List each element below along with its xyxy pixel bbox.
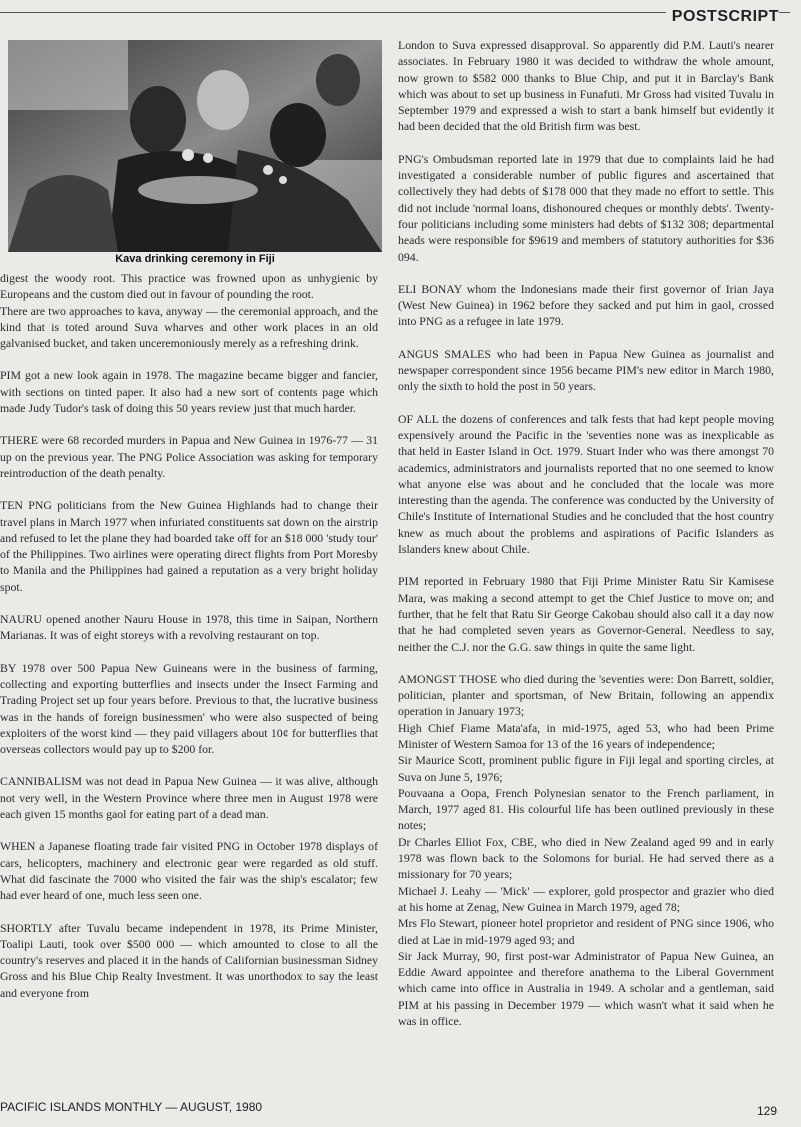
article-paragraph: There are two approaches to kava, anyway — the ceremonial approach, and the kind that is toted around Suva wharves and other work places in an old galvanised bucket, and taken unceremoniously merely as a refreshing drink. [0, 303, 378, 351]
publication-footer: PACIFIC ISLANDS MONTHLY — AUGUST, 1980 [0, 1100, 263, 1114]
article-paragraph: CANNIBALISM was not dead in Papua New Guinea — it was alive, although not very well, in the Western Province where three men in August 1978 were each given 15 months gaol for eating part of a dead man. [0, 774, 378, 822]
obituary-entry: AMONGST THOSE who died during the 'seventies were: Don Barrett, soldier, politician, planter and sportsman, of New Britain, following an appendix operation in January 1973; [398, 671, 774, 719]
article-paragraph: digest the woody root. This practice was frowned upon as unhygienic by Europeans and the custom died out in favour of pounding the root. [0, 271, 378, 302]
obituary-list [398, 671, 774, 1030]
photo-illustration [8, 40, 382, 252]
article-paragraph: ELI BONAY whom the Indonesians made their first governor of Irian Jaya (West New Guinea) in 1962 before they sacked and put him in gaol, crossed into PNG as a refugee in late 1979. [398, 281, 774, 329]
article-paragraph: TEN PNG politicians from the New Guinea Highlands had to change their travel plans in March 1977 when infuriated constituents sat down on the airstrip and refused to let the plane they had boarded take off for an $18 000 'study tour' of the Philippines. Two airlines were operating direct flights from Port Moresby to Manila and the Philippines had gained a reputation as a very bright holiday spot. [0, 498, 378, 594]
article-paragraph: PNG's Ombudsman reported late in 1979 that due to complaints laid he had investigated a considerable number of public figures and ascertained that collectively they had debts of $178 000 that they made no effort to settle. This did not include 'normal loans, dishonoured cheques or monthly debts'. Twenty-four politicians including some ministers had debts of $132 308; departmental heads were responsible for $9619 and members of statutory authorities for $36 094. [398, 151, 774, 264]
article-paragraph: PIM reported in February 1980 that Fiji Prime Minister Ratu Sir Kamisese Mara, was making a second attempt to get the Chief Justice to move on; and further, that he felt that Ratu Sir George Cakobau should also call it a day now that he had completed seven years as Governor-General. Needless to say, neither the C.J. nor the G.G. saw things in quite the same light. [398, 574, 774, 654]
article-paragraph: London to Suva expressed disapproval. So apparently did P.M. Lauti's nearer associates. In February 1980 it was decided to withdraw the whole amount, now grown to $582 000 thanks to Blue Chip, and put it in Barclay's Bank which was about to set up business in Funafuti. Mr Gross had visited Tuvalu in September 1979 and expressed a wish to start a bank himself but evidently it had been decided that the old British firm was best. [398, 38, 774, 134]
article-paragraph: THERE were 68 recorded murders in Papua and New Guinea in 1976-77 — 31 up on the previous year. The PNG Police Association was asking for temporary reintroduction of the death penalty. [0, 433, 378, 480]
obituary-entry: High Chief Fiame Mata'afa, in mid-1975, aged 53, who had been Prime Minister of Western Samoa for 13 of the 16 years of independence; [398, 720, 774, 751]
article-paragraph: NAURU opened another Nauru House in 1978, this time in Saipan, Northern Marianas. It was of eight storeys with a revolving restaurant on top. [0, 612, 378, 643]
obituary-entry: Mrs Flo Stewart, pioneer hotel proprietor and resident of PNG since 1906, who died at Lae in mid-1979 aged 93; and [398, 916, 774, 947]
article-paragraph: SHORTLY after Tuvalu became independent in 1978, its Prime Minister, Toalipi Lauti, took over $500 000 — which amounted to close to all the country's reserves and placed it in the hands of Californian businessman Sidney Gross and his Blue Chip Realty Investment. It was unorthodox to say the least and everyone from [0, 920, 378, 1000]
obituary-entry: Michael J. Leahy — 'Mick' — explorer, gold prospector and grazier who died at his home at Zenag, New Guinea in March 1979, aged 78; [398, 883, 774, 914]
page-number: 129 [756, 1104, 777, 1118]
left-column [0, 270, 378, 1017]
right-column [398, 37, 774, 1029]
article-paragraph: ANGUS SMALES who had been in Papua New Guinea as journalist and newspaper correspondent since 1956 became PIM's new editor in March 1980, only the sixth to hold the post in 50 years. [398, 346, 774, 394]
kava-ceremony-photo [8, 40, 382, 252]
obituary-entry: Sir Maurice Scott, prominent public figure in Fiji legal and sporting circles, at Suva on June 5, 1976; [398, 753, 774, 784]
article-paragraph: OF ALL the dozens of conferences and talk fests that had kept people moving expensively around the Pacific in the 'seventies none was as inexplicable as that held in Easter Island in Oct. 1979. Stuart Inder who was there amongst 70 academics, administrators and journalists reported that no one seemed to know what anyone else was about and he concluded that the locale was more interesting than the agenda. The conference was conducted by the University of Chile's Institute of International Studies and he concluded that the host country knew as much about the problems and aspirations of Pacific Islanders as Islanders knew about Chile. [398, 411, 774, 557]
obituary-entry: Sir Jack Murray, 90, first post-war Administrator of Papua New Guinea, an Eddie Award appointee and therefore anathema to the Liberal Government which came into office in Australia in 1949. A scholar and a gentleman, said PIM at his passing in December 1979 — which wasn't what it said when he was in office. [398, 948, 774, 1029]
article-paragraph: PIM got a new look again in 1978. The magazine became bigger and fancier, with sections on tinted paper. It also had a new sort of contents page which made Judy Tudor's task of doing this 50 years review just that much harder. [0, 368, 378, 416]
article-paragraph: WHEN a Japanese floating trade fair visited PNG in October 1978 displays of cars, helicopters, machinery and electronic gear were regarded as old stuff. What did fascinate the 7000 who visited the fair was the ship's escalator; few had ever heard of one, much less seen one. [0, 839, 378, 903]
photo-caption: Kava drinking ceremony in Fiji [115, 253, 275, 265]
section-title: POSTSCRIPT [666, 8, 779, 26]
obituary-entry: Dr Charles Elliot Fox, CBE, who died in New Zealand aged 99 and in early 1978 was flown back to the Solomons for burial. He had served there as a missionary for 70 years; [398, 834, 774, 882]
obituary-entry: Pouvaana a Oopa, French Polynesian senator to the French parliament, in March, 1977 aged 81. His colourful life has been outlined previously in these notes; [398, 785, 774, 833]
article-paragraph: BY 1978 over 500 Papua New Guineans were in the business of farming, collecting and exporting butterflies and insects under the Insect Farming and Trading Project set up four years before. Previous to that, the lucrative business was in the hands of foreign businessmen' who were also suspected of being exploiters of the worst kind — they paid villagers about 10¢ for butterflies that overseas collectors would pay up to $200 for. [0, 660, 378, 757]
